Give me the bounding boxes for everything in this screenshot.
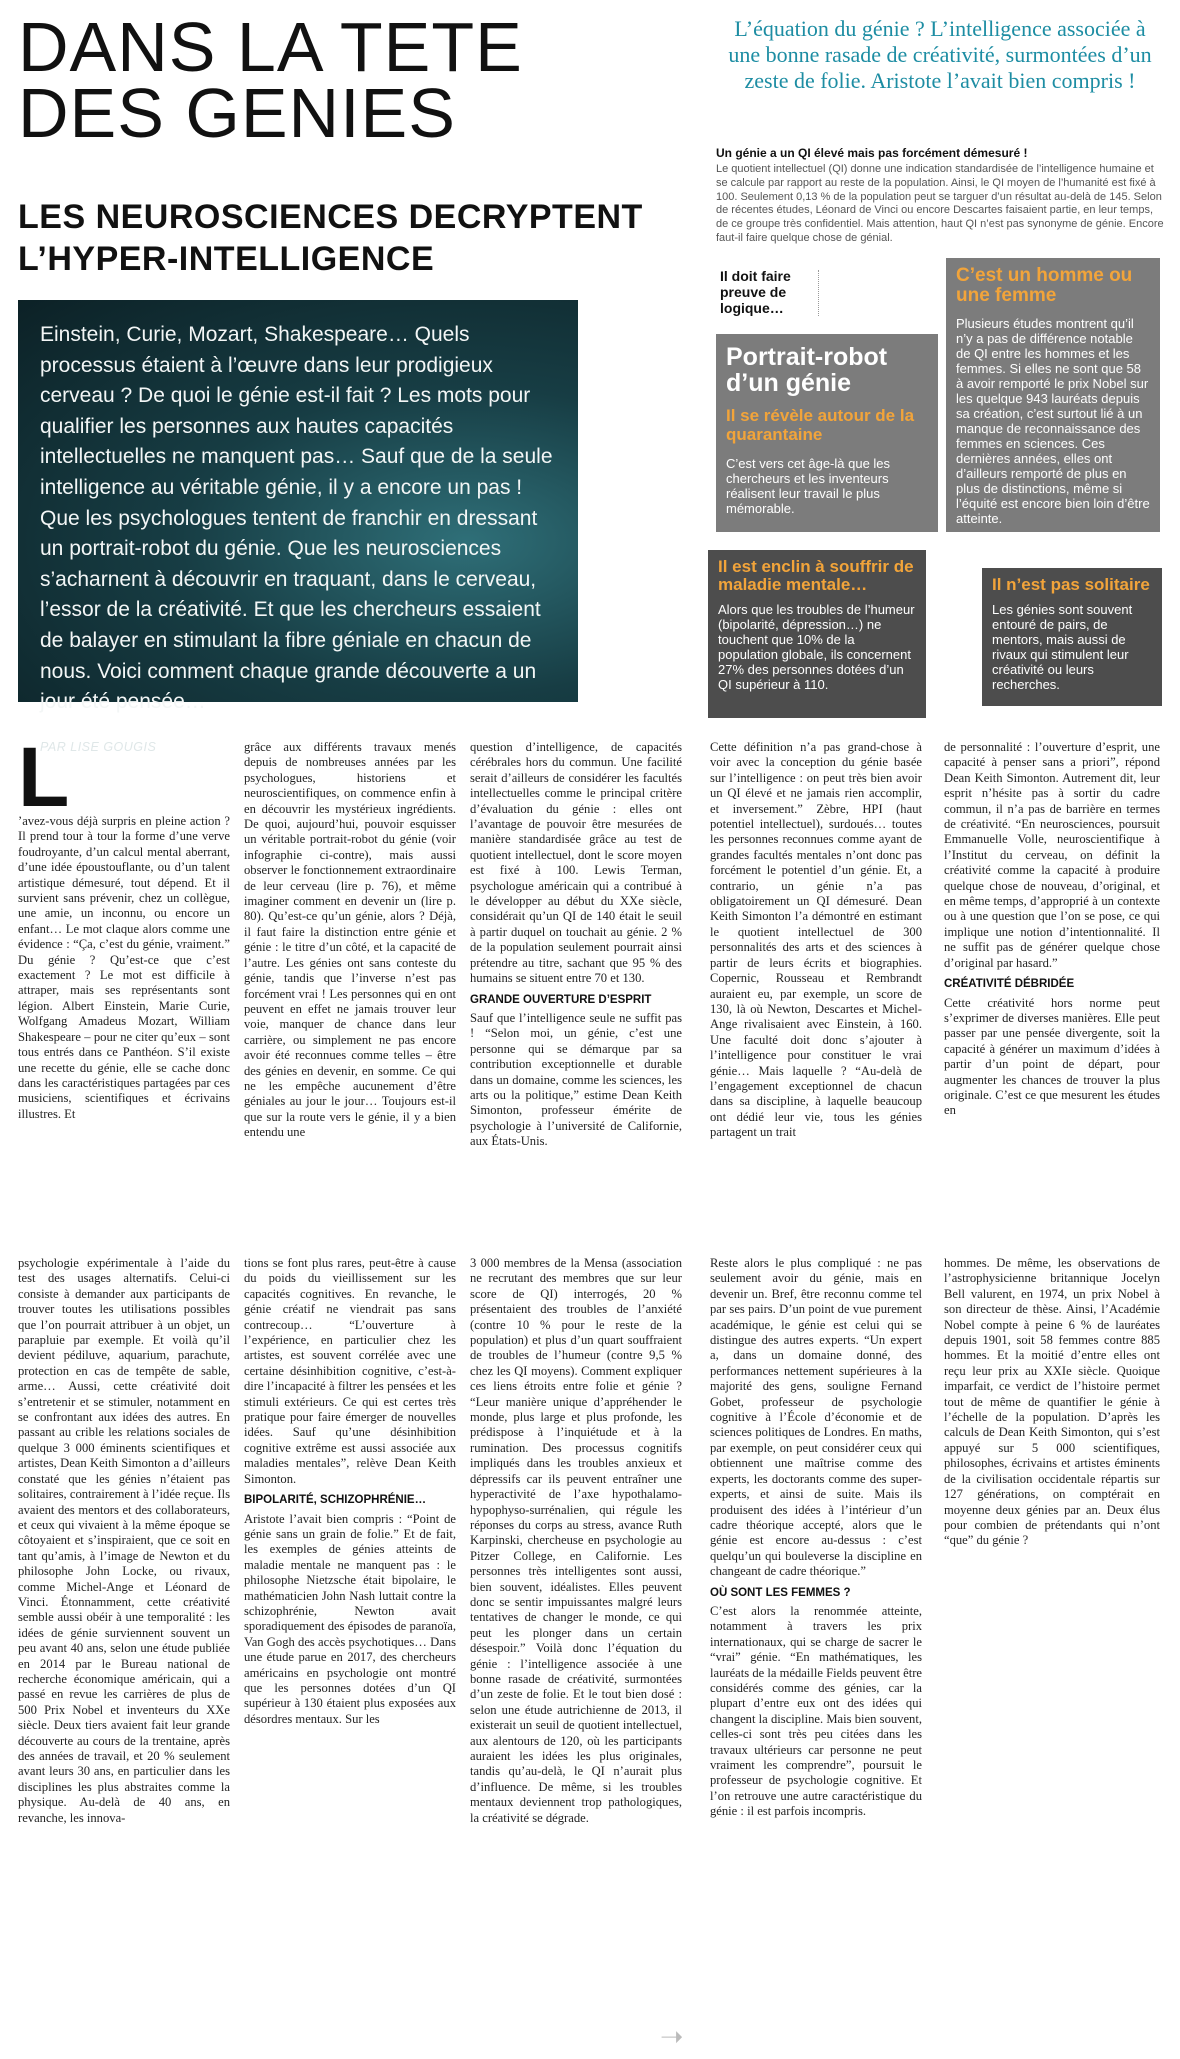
column-2-text: grâce aux différents travaux menés depuis de nombreuses années par les psychologues, historiens et neuroscientifiques, on commence enfin à en découvrir les mystérieux ingrédients. De quoi, aujourd’hui, pouvoir esquisser un véritable portrait-robot du génie (voir infographie ci-contre), mais aussi observer le fonctionnement extraordinaire de leur cerveau (lire p. 76), et même imaginer comment en devenir un (lire p. 80). Qu’est-ce qu’un génie, alors ? Déjà, il faut faire la distinction entre génie et génie : le titre d’un côté, et la capacité de l’autre. Les génies ont sans conteste du génie, tandis que l’inverse n’est pas forcément vrai ! Les personnes qui en ont peuvent en effet ne jamais trouver leur voie, manquer de chance dans leur carrière, ou simplement ne pas encore avoir été reconnues comme telles – être des génies en devenir, en somme. Ce qui ne les empêche aucunement d’être géniales au jour le jour… Toujours est-il que sur la route vers le génie, il y a bien entendu une <box>244 740 456 1140</box>
heading-femmes: OÙ SONT LES FEMMES ? <box>710 1586 851 1599</box>
column-9-text-b: C’est alors la renommée atteinte, notamment à travers les prix internationaux, qui se charge de sacrer le “vrai” génie. “En mathématiques, les lauréats de la médaille Fields peuvent être considérés comme des génies, car la plupart d’entre eux ont des idées qui changent la discipline. Mais bien souvent, celles-ci sont très peu citées dans les travaux ultérieurs car personne ne peut vraiment les comprendre”, poursuit le professeur de psychologie cognitive. Et l’on retrouve une autre caractéristique du génie : il est parfois incompris. <box>710 1603 922 1819</box>
article-column-1 <box>18 740 230 1210</box>
article-column-2 <box>244 740 456 1210</box>
article-column-7 <box>244 1256 456 2046</box>
chapo-box <box>18 300 578 754</box>
chapo-text: Einstein, Curie, Mozart, Shakespeare… Quels processus étaient à l’œuvre dans leur prodigieux cerveau ? De quoi le génie est-il fait ? Les mots pour qualifier les personnes aux hautes capacités intellectuelles ne manquent pas… Sauf que de la seule intelligence au véritable génie, il y a encore un pas ! Que les psychologues tentent de franchir en dressant un portrait-robot du génie. Que les neurosciences s’acharnent à découvrir en traquant, dans le cerveau, l’essor de la créativité. Et que les chercheurs essaient de balayer en stimulant la fibre géniale en chacun de nous. Voici comment chaque grande découverte a un jour été pensée… <box>40 323 553 714</box>
solitaire-title: Il n’est pas solitaire <box>992 575 1150 594</box>
column-3-text-b: Sauf que l’intelligence seule ne suffit pas ! “Selon moi, un génie, c’est une personne qui se démarque par sa contribution exceptionnelle et durable dans un domaine, comme les sciences, les arts ou la politique,” estime Dean Keith Simonton, professeur émérite de psychologie à l’université de Californie, aux États-Unis. <box>470 1010 682 1149</box>
arrow-right-icon: ➝ <box>660 2020 684 2053</box>
column-10-text: hommes. De même, les observations de l’astrophysicienne britannique Jocelyn Bell valurent, en 1974, un prix Nobel à son directeur de thèse. Ainsi, l’Académie Nobel compte à peine 6 % de lauréates depuis 1901, soit 58 femmes contre 885 hommes. Et la moitié d’entre elles ont reçu leur prix au XXIe siècle. Quoique imparfait, ce verdict de l’histoire permet tout de même de quantifier le génie à l’échelle de la population. D’après les calculs de Dean Keith Simonton, qui s’est appuyé sur 5 000 scientifiques, philosophes, écrivains et artistes éminents de la civilisation occidentale répartis sur 127 générations, on comptérait en moyenne deux génies par an. Deux élus pour combien de prétendants qui n’ont “que” du génie ? <box>944 1256 1160 1548</box>
page-title <box>18 8 658 152</box>
portrait-text: C’est vers cet âge-là que les chercheurs et les inventeurs réalisent leur travail le plus mémorable. <box>726 456 891 516</box>
maladie-mentale-text: Alors que les troubles de l’humeur (bipolarité, dépression…) ne touchent que 10% de la population globale, ils concernent 27% des personnes dotées d’un QI supérieur à 110. <box>718 602 915 692</box>
solitaire-box <box>982 568 1162 706</box>
maladie-mentale-box <box>708 550 926 718</box>
subtitle-line-2: L’HYPER-INTELLIGENCE <box>18 240 435 278</box>
heading-bipolarite: BIPOLARITÉ, SCHIZOPHRÉNIE… <box>244 1494 427 1507</box>
drop-cap: L <box>18 740 70 824</box>
column-7-text-a: tions se font plus rares, peut-être à cause du poids du vieillissement sur les capacités cognitives. En revanche, le génie créatif ne viendrait pas sans contrecoup… “L’ouverture à l’expérience, en particulier chez les artistes, est souvent corrélée avec une certaine désinhibition cognitive, c’est-à-dire l’incapacité à filtrer les pensées et les stimuli extérieurs. Ce qui est certes très pratique pour faire émerger de nouvelles idées. Sauf qu’une désinhibition cognitive extrême est aussi associée aux maladies mentales”, relève Dean Keith Simonton. <box>244 1256 456 1486</box>
article-column-5 <box>944 740 1160 1210</box>
column-5-text-a: de personnalité : l’ouverture d’esprit, une capacité à penser sans a priori”, répond Dean Keith Simonton. Autrement dit, leur esprit n’hésite pas à sortir du cadre commun, il n’a pas de barrière en termes de créativité. “En neurosciences, poursuit Emmanuelle Volle, neuroscientifique à l’Institut du cerveau, on définit la créativité comme la capacité à produire quelque chose de nouveau, d’original, et en même temps, d’approprié à un contexte ou à une question que l’on se pose, ce qui implique une notion d’intentionnalité. Il ne suffit pas de générer quelque chose d’original par hasard.” <box>944 740 1160 970</box>
column-5-text-b: Cette créativité hors norme peut s’exprimer de diverses manières. Elle peut passer par une pensée divergente, soit la capacité à générer un maximum d’idées à partir d’un point de départ, pour augmenter les chances de trouver la plus originale. C’est ce que mesurent les études en <box>944 995 1160 1118</box>
portrait-box <box>716 334 938 532</box>
heading-ouverture: GRANDE OUVERTURE D’ESPRIT <box>470 993 652 1006</box>
dotted-connector <box>818 270 830 316</box>
portrait-title: Portrait-robot d’un génie <box>726 343 888 397</box>
title-line-2: DES GENIES <box>18 74 456 152</box>
byline: PAR LISE GOUGIS <box>40 739 157 754</box>
heading-creativite: CRÉATIVITÉ DÉBRIDÉE <box>944 978 1075 991</box>
qi-box-title: Un génie a un QI élevé mais pas forcément démesuré ! <box>716 146 1028 160</box>
column-8-text: 3 000 membres de la Mensa (association ne recrutant des membres que sur leur score de QI) interrogés, 20 % présentaient des troubles de l’anxiété (contre 10 % pour le reste de la population) et plus d’un quart souffraient de troubles de l’humeur (contre 9,5 % chez les QI moyens). Comment expliquer ces liens étroits entre folie et génie ? “Leur manière unique d’appréhender le monde, plus large et plus profonde, les prédispose à l’inquiétude et à la rumination. Des processus cognitifs impliqués dans les troubles anxieux et dépressifs car ils peuvent entraîner une hyperactivité de l’axe hypothalamo-hypophyso-surrénalien, qui régule les réponses du corps au stress, avance Ruth Karpinski, chercheuse en psychologie au Pitzer College, en Californie. Les personnes très intelligentes sont aussi, bien souvent, idéalistes. Elles peuvent donc se sentir impuissantes malgré leurs tentatives de changer le monde, ce qui peut les plonger dans un certain désespoir.” Voilà donc l’équation du génie : l’intelligence associée à une bonne rasade de créativité, surmontées d’un zeste de folie. Et le tout bien dosé : selon une étude autrichienne de 2013, il existerait un seuil de quotient intellectuel, aux alentours de 120, où les participants auraient les idées les plus originales, tandis qu’au-delà, le QI n’aurait plus d’influence. De même, si les troubles mentaux deviennent trop pathologiques, la créativité se dégrade. <box>470 1256 682 1825</box>
title-line-1: DANS LA TETE <box>18 8 523 86</box>
article-column-8 <box>470 1256 682 2046</box>
homme-femme-title: C’est un homme ou une femme <box>956 265 1133 306</box>
infographic-label: Il doit faire preuve de logique… <box>720 268 791 316</box>
column-9-text-a: Reste alors le plus compliqué : ne pas seulement avoir du génie, mais en devenir un. Bref, être reconnu comme tel par ses pairs. D’un point de vue purement académique, le génie est celui qui se distingue des autres experts. “Un expert a, dans un domaine donné, des performances nettement supérieures à la majorité des gens, souligne Fernand Gobet, professeur de psychologie cognitive à l’École d’économie et de sciences politiques de Londres. En maths, par exemple, on peut considérer ceux qui obtiennent une maîtrise comme des experts, les doctorants comme des super-experts, et ainsi de suite. Mais ils produisent des idées à l’intérieur d’un cadre théorique accepté, alors que le génie est encore au-dessus : c’est quelqu’un qui bouleverse la discipline en changeant de cadre théorique.” <box>710 1256 922 1579</box>
column-6-text: psychologie expérimentale à l’aide du test des usages alternatifs. Celui-ci consiste à demander aux participants de trouver toutes les utilisations possibles que l’on pourrait attribuer à un objet, un parapluie par exemple. Et voilà qu’il devient pédiluve, aquarium, parachute, protection en cas de tempête de sable, arme… Aussi, cette créativité doit s’entretenir et se stimuler, notamment en se confrontant aux idées des autres. En passant au crible les relations sociales de quelque 3 000 éminents scientifiques et artistes, Dean Keith Simonton a d’ailleurs constaté que les génies n’étaient pas solitaires, contrairement à l’idée reçue. Ils avaient des mentors et des collaborateurs, et ceux qui vivaient à la même époque se côtoyaient et s’inspiraient, que ce soit en tant qu’amis, à l’image de Newton et du philosophe John Locke, ou rivaux, comme Michel-Ange et Léonard de Vinci. Étonnamment, cette créativité semble aussi obéir à une temporalité : les idées de génie surviennent souvent un peu avant 40 ans, selon une étude publiée en 2014 par le Bureau national de recherche économique américain, qui a passé en revue les carrières de plus de 500 Prix Nobel et inventeurs du XXe siècle. Deux tiers avaient fait leur grande découverte au cours de la trentaine, après des années de travail, et 20 % seulement avant leurs 30 ans, en particulier dans les disciplines les plus abstraites comme la physique. Au-delà de 40 ans, en revanche, les innova- <box>18 1256 230 1825</box>
column-1-text: ’avez-vous déjà surpris en pleine action ? Il prend tour à tour la forme d’une verve foudroyante, d’un calcul mental aberrant, d’une idée époustouflante, ou d’un talent artistique démesuré, tout dépend. Et il survient sans prévenir, chez un collègue, une amie, un inconnu, ou encore un enfant… Le mot claque alors comme une évidence : “Ça, c’est du génie, vraiment.” Du génie ? Qu’est-ce que c’est exactement ? Le mot est difficile à attraper, mais ses représentants sont légion. Albert Einstein, Marie Curie, Wolfgang Amadeus Mozart, William Shakespeare – pour ne citer qu’eux – sont tous entrés dans ce Panthéon. S’il existe une recette du génie, elle se cache donc dans les caractéristiques partagées par ces musiciens, scientifiques et écrivains illustres. Et <box>18 814 230 1121</box>
article-column-4 <box>710 740 922 1210</box>
maladie-mentale-title: Il est enclin à souffrir de maladie mentale… <box>718 557 914 594</box>
qi-box-text: Le quotient intellectuel (QI) donne une indication standardisée de l’intelligence humaine et se calcule par rapport au reste de la population. Ainsi, le QI moyen de l’humanité est fixé à 100. Seulement 0,13 % de la population peut se targuer d’un résultat au-delà de 145. Selon de récentes études, Léonard de Vinci ou encore Descartes faisaient partie, en leur temps, de ce groupe très confidentiel. Mais attention, haut QI n’est pas synonyme de génie. Encore faut-il faire quelque chose de génial. <box>716 163 1164 244</box>
article-column-10 <box>944 1256 1160 2046</box>
portrait-subtitle: Il se révèle autour de la quarantaine <box>726 406 915 444</box>
article-column-9 <box>710 1256 922 2046</box>
homme-femme-box <box>946 258 1160 532</box>
intro-quote: L’équation du génie ? L’intelligence associée à une bonne rasade de créativité, surmontées d’un zeste de folie. Aristote l’avait bien compris ! <box>728 16 1152 93</box>
subtitle <box>18 196 698 280</box>
homme-femme-text: Plusieurs études montrent qu’il n’y a pas de différence notable de QI entre les hommes et les femmes. Si elles ne sont que 58 à avoir remporté le prix Nobel sur les quelque 943 lauréats depuis sa création, c’est surtout lié à un manque de reconnaissance des femmes en sciences. Ces dernières années, elles ont d’ailleurs remporté de plus en plus de distinctions, même si l’équité est encore bien loin d’être atteinte. <box>956 316 1150 526</box>
column-3-text-a: question d’intelligence, de capacités cérébrales hors du commun. Une facilité serait d’ailleurs de considérer les facultés intellectuelles comme le principal critère d’évaluation du génie : elles ont l’avantage de pouvoir être mesurées de manière standardisée grâce au test de quotient intellectuel, dont le score moyen est fixé à 100. Lewis Terman, psychologue américain qui a contribué à le développer au début du XXe siècle, considérait qu’un QI de 140 était le seuil à partir duquel on touchait au génie. 2 % de la population seulement pourrait ainsi prétendre au titre, sachant que 95 % des humains se situent entre 70 et 130. <box>470 740 682 986</box>
article-column-6 <box>18 1256 230 2046</box>
solitaire-text: Les génies sont souvent entouré de pairs, de mentors, mais aussi de rivaux qui stimulent leur créativité ou leurs recherches. <box>992 602 1133 692</box>
article-column-3 <box>470 740 682 1210</box>
column-4-text: Cette définition n’a pas grand-chose à voir avec la conception du génie basée sur l’intelligence : on peut très bien avoir un QI élevé et ne jamais rien accomplir, et inversement.” Zèbre, HPI (haut potentiel intellectuel), surdoués… toutes les personnes reconnues comme ayant de grandes facultés mentales n’ont donc pas forcément le potentiel d’un génie. Et, a contrario, un génie n’a pas obligatoirement un QI démesuré. Dean Keith Simonton l’a démontré en estimant le quotient intellectuel de 300 personnalités des arts et des sciences à partir de leurs écrits et biographies. Copernic, Rousseau et Rembrandt auraient eu, par exemple, un score de 130, là où Newton, Descartes et Michel-Ange rivalisaient avec Einstein, à 160. Une faculté doit donc s’ajouter à l’intelligence pour constituer le vrai génie… Mais laquelle ? “Au-delà de l’engagement exceptionnel de chacun dans sa discipline, à laquelle beaucoup ont dédié leur vie, tous les génies partagent un trait <box>710 740 922 1140</box>
column-7-text-b: Aristote l’avait bien compris : “Point de génie sans un grain de folie.” Et de fait, les exemples de génies atteints de maladie mentale ne manquent pas : le philosophe Nietzsche était bipolaire, le mathématicien John Nash luttait contre la schizophrénie, Newton avait sporadiquement des épisodes de paranoïa, Van Gogh des accès psychotiques… Dans une étude parue en 2017, des chercheurs américains en psychologie ont montré que les personnes dotées d’un QI supérieur à 130 étaient plus exposées aux désordres mentaux. Sur les <box>244 1511 456 1726</box>
subtitle-line-1: LES NEUROSCIENCES DECRYPTENT <box>18 198 643 236</box>
